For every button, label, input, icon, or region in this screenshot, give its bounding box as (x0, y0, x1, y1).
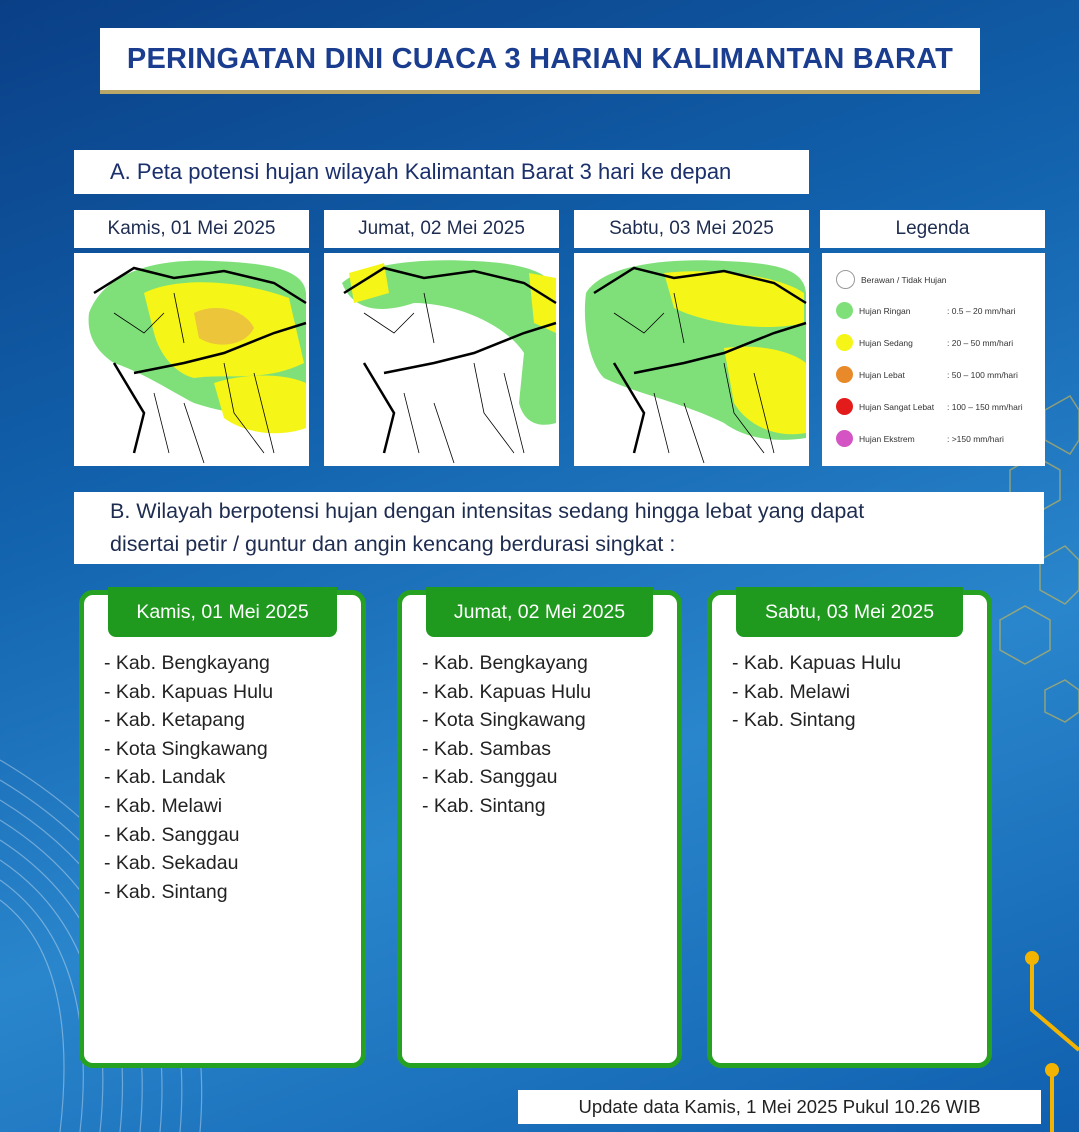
rain-map-2 (324, 253, 559, 466)
legend-item-sedang: Hujan Sedang : 20 – 50 mm/hari (836, 334, 1013, 351)
legend-item-ekstrem: Hujan Ekstrem : >150 mm/hari (836, 430, 1004, 447)
card-date-3: Sabtu, 03 Mei 2025 (736, 587, 963, 637)
list-item: - Kab. Sanggau (104, 823, 240, 846)
rain-map-1 (74, 253, 309, 466)
list-item: - Kab. Kapuas Hulu (422, 680, 592, 703)
region-card-3 (707, 590, 992, 1068)
region-list-3 (732, 649, 901, 735)
update-footer: Update data Kamis, 1 Mei 2025 Pukul 10.26 WIB (518, 1090, 1041, 1124)
page-title-box (100, 28, 980, 90)
card-date-1: Kamis, 01 Mei 2025 (108, 587, 337, 637)
region-list-1 (104, 649, 273, 906)
list-item: - Kab. Sintang (732, 709, 856, 732)
legend-dot-icon (836, 366, 853, 383)
section-a-heading (74, 150, 809, 194)
list-item: - Kota Singkawang (422, 709, 586, 732)
section-a-text: A. Peta potensi hujan wilayah Kalimantan Barat 3 hari ke depan (110, 159, 732, 184)
legend-item-sangat-lebat: Hujan Sangat Lebat : 100 – 150 mm/hari (836, 398, 1023, 415)
list-item: - Kab. Bengkayang (104, 652, 270, 674)
legend-dot-icon (836, 398, 853, 415)
list-item: - Kab. Ketapang (104, 709, 245, 732)
rain-map-3 (574, 253, 809, 466)
list-item: - Kab. Bengkayang (422, 652, 588, 674)
map-date-1: Kamis, 01 Mei 2025 (74, 210, 309, 248)
legend-item-lebat: Hujan Lebat : 50 – 100 mm/hari (836, 366, 1018, 383)
legend-dot-icon (836, 334, 853, 351)
region-card-1 (79, 590, 366, 1068)
page-title: PERINGATAN DINI CUACA 3 HARIAN KALIMANTAN BARAT (126, 42, 954, 75)
list-item: - Kab. Kapuas Hulu (104, 680, 274, 703)
legend-item-berawan: Berawan / Tidak Hujan (836, 270, 949, 289)
list-item: - Kab. Landak (104, 766, 226, 789)
list-item: - Kab. Kapuas Hulu (732, 652, 902, 674)
list-item: - Kab. Sekadau (104, 852, 239, 875)
region-list-2 (422, 649, 591, 821)
legend-item-ringan: Hujan Ringan : 0.5 – 20 mm/hari (836, 302, 1016, 319)
legend-panel (822, 253, 1045, 466)
legend-dot-icon (836, 270, 855, 289)
list-item: - Kab. Sanggau (422, 766, 558, 789)
card-date-2: Jumat, 02 Mei 2025 (426, 587, 653, 637)
list-item: - Kab. Sambas (422, 737, 551, 760)
legend-title: Legenda (820, 210, 1045, 248)
list-item: - Kab. Melawi (732, 680, 851, 703)
map-date-3: Sabtu, 03 Mei 2025 (574, 210, 809, 248)
section-b-line-1: B. Wilayah berpotensi hujan dengan intensitas sedang hingga lebat yang dapat (110, 499, 865, 523)
map-date-2: Jumat, 02 Mei 2025 (324, 210, 559, 248)
list-item: - Kab. Melawi (104, 794, 223, 817)
list-item: - Kab. Sintang (422, 794, 546, 817)
list-item: - Kab. Sintang (104, 880, 228, 903)
region-card-2 (397, 590, 682, 1068)
list-item: - Kota Singkawang (104, 737, 268, 760)
section-b-heading (74, 492, 1044, 564)
section-b-line-2: disertai petir / guntur dan angin kencang berdurasi singkat : (110, 532, 676, 556)
legend-dot-icon (836, 430, 853, 447)
legend-dot-icon (836, 302, 853, 319)
